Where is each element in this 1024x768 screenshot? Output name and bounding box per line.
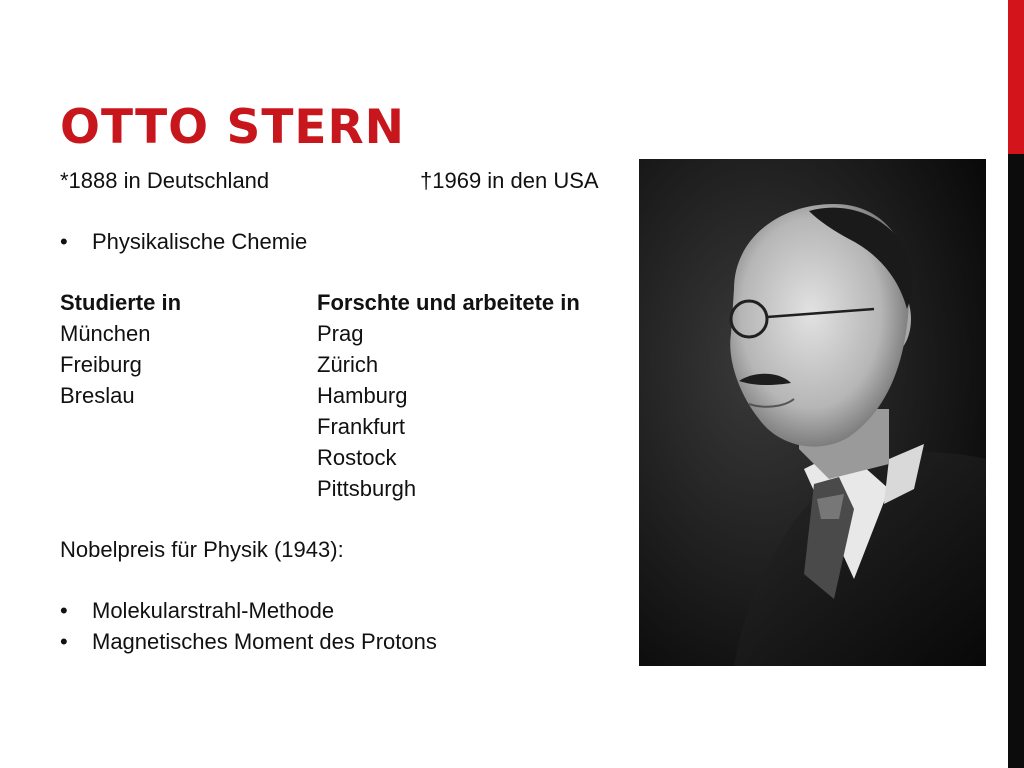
bullet-marker: • xyxy=(60,229,68,254)
studied-place: Breslau xyxy=(60,383,135,408)
worked-place: Zürich xyxy=(317,352,379,377)
accent-bar-black xyxy=(1008,154,1024,768)
worked-place: Rostock xyxy=(317,445,397,470)
accent-bar-red xyxy=(1008,0,1024,154)
worked-place: Pittsburgh xyxy=(317,476,417,501)
studied-header: Studierte in xyxy=(60,290,182,315)
field-text: Physikalische Chemie xyxy=(92,229,308,254)
death-text: †1969 in den USA xyxy=(420,168,599,193)
studied-place: Freiburg xyxy=(60,352,142,377)
slide-title: OTTO STERN xyxy=(60,100,406,155)
worked-place: Frankfurt xyxy=(317,414,406,439)
nobel-text: Nobelpreis für Physik (1943): xyxy=(60,537,344,562)
portrait-photo xyxy=(639,159,986,666)
worked-place: Prag xyxy=(317,321,364,346)
worked-place: Hamburg xyxy=(317,383,408,408)
studied-place: München xyxy=(60,321,151,346)
bullet-marker: • xyxy=(60,598,68,623)
worked-header: Forschte und arbeitete in xyxy=(317,290,580,315)
achievement-item: Magnetisches Moment des Protons xyxy=(92,629,437,654)
bullet-marker: • xyxy=(60,629,68,654)
achievement-item: Molekularstrahl-Methode xyxy=(92,598,335,623)
birth-text: *1888 in Deutschland xyxy=(60,168,270,193)
